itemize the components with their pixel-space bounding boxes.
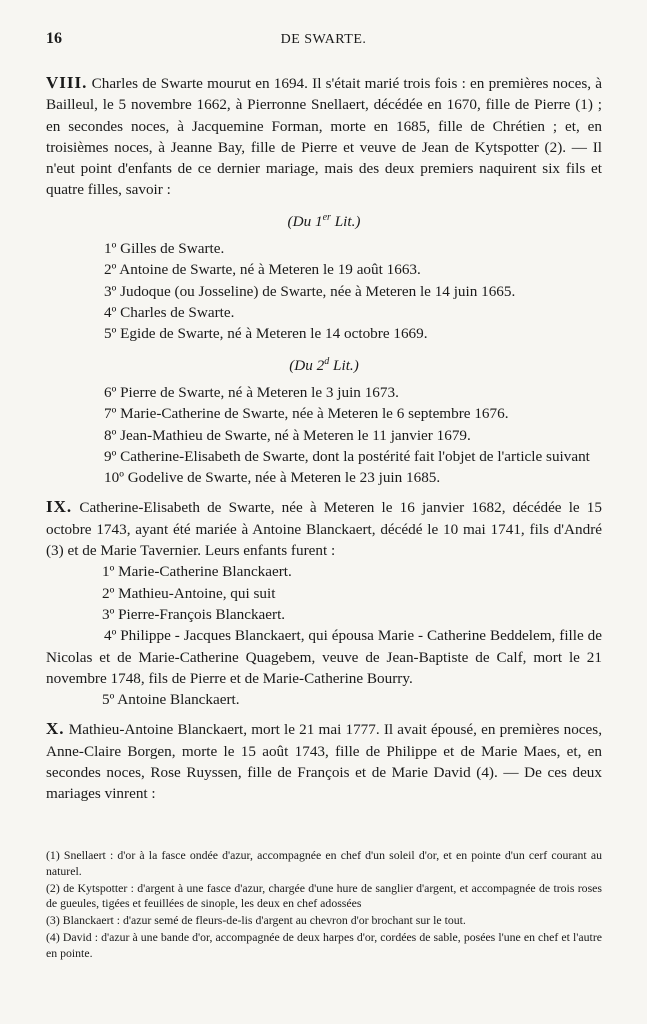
child-entry: 5º Antoine Blanckaert. [102,691,240,709]
second-marriage-heading: (Du 2$^d$ Lit.) [289,355,359,374]
child-entry: 3º Pierre-François Blanckaert. [102,605,286,623]
running-title: DE SWARTE. [280,32,367,47]
child-entry: 4º Philippe - Jacques Blanckaert, qui épousa Marie - Catherine Beddelem, fille de Nicolas et de Marie-Catherine Quagebem, veuve de Jean-Baptiste de Calf, mort le 21 novembre 1748, fils de Pierre et de Marie-Catherine Bourry. [46,627,602,687]
child-entry: 7º Marie-Catherine de Swarte, née à Meteren le 6 septembre 1676. [104,405,509,423]
page-body [46,72,602,805]
generation-number: IX. [46,497,73,517]
generation-text: Catherine-Elisabeth de Swarte, née à Meteren le 16 janvier 1682, décédée le 15 octobre 1743, ayant été mariée à Antoine Blanckaert, décédé le 10 mai 1741, fils d'André (3) et de Marie Tavernier. Leurs enfants furent : [46,499,602,560]
child-entry: 10º Godelive de Swarte, née à Meteren le 23 juin 1685. [104,469,441,487]
footnote: (4) David : d'azur à une bande d'or, accompagnée de deux harpes d'or, cordées de sable, posées l'une en chef et l'autre en pointe. [46,929,602,960]
footnote: (1) Snellaert : d'or à la fasce ondée d'azur, accompagnée en chef d'un soleil d'or, et en pointe d'un cerf courant au naturel. [46,848,602,878]
child-entry: 8º Jean-Mathieu de Swarte, né à Meteren le 11 janvier 1679. [104,426,471,444]
first-marriage-heading: (Du 1er Lit.) [287,211,361,230]
child-entry: 1º Gilles de Swarte. [104,240,225,258]
child-entry: 1º Marie-Catherine Blanckaert. [102,563,292,581]
child-entry: 2º Antoine de Swarte, né à Meteren le 19 août 1663. [104,261,421,279]
child-entry: 5º Egide de Swarte, né à Meteren le 14 octobre 1669. [104,325,428,343]
child-entry: 6º Pierre de Swarte, né à Meteren le 3 juin 1673. [104,383,399,401]
child-entry: 4º Charles de Swarte. [104,304,235,322]
child-entry: 3º Judoque (ou Josseline) de Swarte, née à Meteren le 14 juin 1665. [104,282,516,300]
footnotes [46,848,602,963]
generation-viii-paragraph [46,72,602,201]
generation-text: Mathieu-Antoine Blanckaert, mort le 21 mai 1777. Il avait épousé, en premières noces, Anne-Claire Borgen, morte le 15 août 1743, fille de Philippe et de Marie Maes, et, en secondes noces, Rose Ruyssen, fille de François et de Marie David (4). — De ces deux mariages vinrent : [46,721,602,803]
generation-x-paragraph [46,718,602,804]
generation-number: VIII. [46,73,88,92]
child-entry: 9º Catherine-Elisabeth de Swarte, dont la postérité fait l'objet de l'article suivant [104,447,590,465]
generation-number: X. [46,719,65,739]
footnote: (3) Blanckaert : d'azur semé de fleurs-de-lis d'argent au chevron d'or brochant sur le tout. [46,913,466,928]
page-number: 16 [46,30,62,47]
generation-text: Charles de Swarte mourut en 1694. Il s'était marié trois fois : en premières noces, à Bailleul, le 5 novembre 1662, à Pierronne Snellaert, décédée en 1670, fille de Pierre (1) ; en secondes noces, à Jacquemine Forman, morte en 1685, fille de Chrétien ; et, en troisièmes noces, à Jeanne Bay, fille de Pierre et veuve de Jean de Kytspotter (2). — Il n'eut point d'enfants de ce dernier mariage, mais des deux premiers naquirent six fils et quatre filles, savoir : [46,75,603,199]
footnote: (2) de Kytspotter : d'argent à une fasce d'azur, chargée d'une hure de sanglier d'argent, et accompagnée de trois roses de gueules, tigées et feuillées de sinople, les deux en chef adossées [46,880,602,911]
generation-ix-paragraph [46,496,602,561]
child-entry: 2º Mathieu-Antoine, qui suit [102,584,276,602]
